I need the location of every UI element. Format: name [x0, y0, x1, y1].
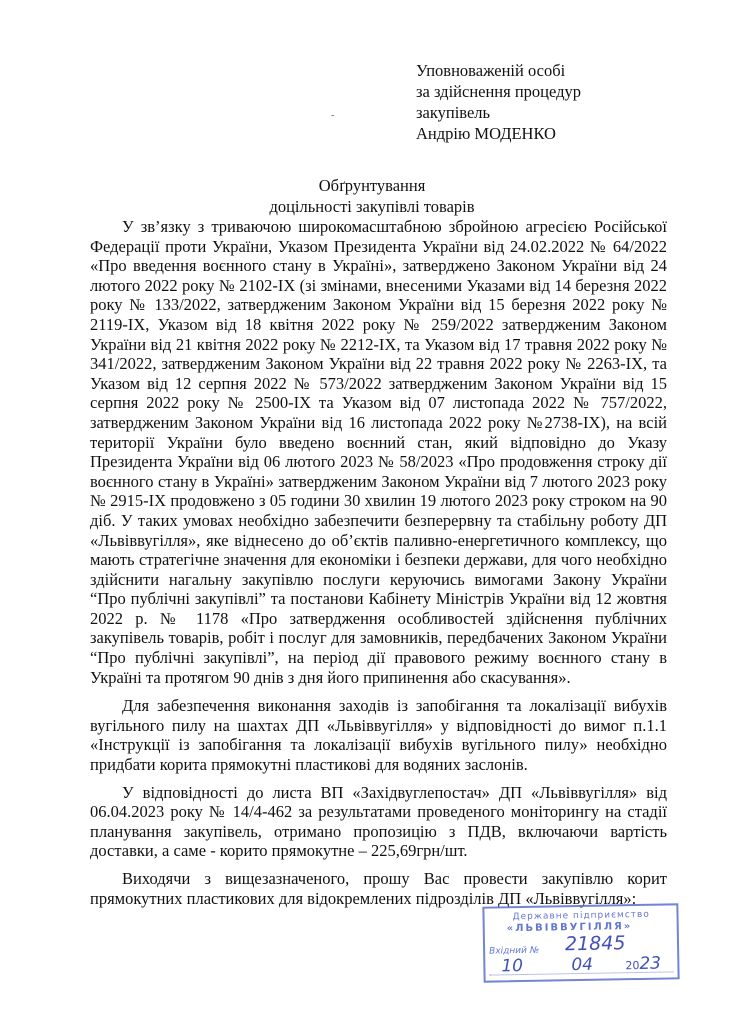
title-line-1: Обґрунтування [318, 176, 426, 195]
stamp-org-name: «ЛЬВІВВУГІЛЛЯ» [506, 921, 633, 935]
paragraph-request: Виходячи з вищезазначеного, прошу Вас провести закупівлю корит прямокутних пластикових для відокремлених підрозділів ДП «Львіввугілля»: [90, 869, 667, 908]
stamp-org-line: Державне підприємство [512, 909, 650, 923]
paragraph-purpose: Для забезпечення виконання заходів із запобігання та локалізації вибухів вугільного пилу на шахтах ДП «Львіввугілля» у відповідності до вимог п.1.1 «Інструкції із запобігання та локалізації вибухів вугільного пилу» необхідно придбати корита прямокутні пластикові для водяних заслонів. [90, 696, 667, 775]
stamp-year-suffix: 23 [639, 953, 662, 974]
addressee-line: за здійснення процедур [416, 82, 582, 101]
stamp-incoming-label: Вхідний № [489, 945, 540, 957]
title-line-2: доцільності закупівлі товарів [269, 197, 475, 216]
paragraph-offer: У відповідності до листа ВП «Західвуглепостач» ДП «Львіввугілля» від 06.04.2023 року № 14/4-462 за результатами проведеного моніторингу на стадії планування закупівель, отримано пропозицію з ПДВ, включаючи вартість доставки, а саме - корито прямокутне – 225,69грн/шт. [90, 782, 667, 861]
stamp-year-prefix: 20 [625, 958, 640, 973]
stamp-month: 04 [571, 954, 594, 976]
document-title [0, 175, 744, 217]
scan-mark: - [331, 110, 335, 121]
addressee-line: закупівель [416, 103, 491, 122]
registration-stamp [482, 903, 679, 982]
addressee-line: Андрію МОДЕНКО [416, 124, 556, 143]
addressee-line: Уповноваженій особі [416, 61, 566, 80]
stamp-incoming-number: 21845 [564, 932, 626, 956]
paragraph-legal-basis: У зв’язку з триваючою широкомасштабною збройною агресією Російської Федерації проти України, Указом Президента України від 24.02.2022 № 64/2022 «Про введення воєнного стану в Україні», затверджено Законом України від 24 лютого 2022 року № 2102-IX (зі змінами, внесеними Указами від 14 березня 2022 року № 133/2022, затвердженим Законом України від 15 березня 2022 року № 2119-IX, Указом від 18 квітня 2022 року № 259/2022 затвердженим Законом України від 21 квітня 2022 року № 2212-IX, та Указом від 17 травня 2022 року № 341/2022, затвердженим Законом України від 22 травня 2022 року № 2263-IX, та Указом від 12 серпня 2022 № 573/2022 затвердженим Законом України від 15 серпня 2022 року № 2500-IX та Указом від 07 листопада 2022 № 757/2022, затвердженим Законом України від 16 листопада 2022 року №2738-IX), на всій території України було введено воєнний стан, який відповідно до Указу Президента України від 06 лютого 2023 № 58/2023 «Про продовження строку дії воєнного стану в Україні» затвердженим Законом України від 7 лютого 2023 року № 2915-IX продовжено з 05 години 30 хвилин 19 лютого 2023 року строком на 90 діб. У таких умовах необхідно забезпечити безперервну та стабільну роботу ДП «Львіввугілля», яке віднесено до об’єктів паливно-енергетичного комплексу, що мають стратегічне значення для економіки і безпеки держави, для чого необхідно здійснити нагальну закупівлю послуги керуючись вимогами Закону України “Про публічні закупівлі” та постанови Кабінету Міністрів України від 12 жовтня 2022 р. № 1178 «Про затвердження особливостей здійснення публічних закупівель товарів, робіт і послуг для замовників, передбачених Законом України “Про публічні закупівлі”, на період дії правового режиму воєнного стану в Україні та протягом 90 днів з дня його припинення або скасування». [90, 217, 667, 687]
addressee-block [416, 60, 581, 144]
document-body [90, 217, 667, 916]
stamp-day: 10 [501, 956, 524, 977]
